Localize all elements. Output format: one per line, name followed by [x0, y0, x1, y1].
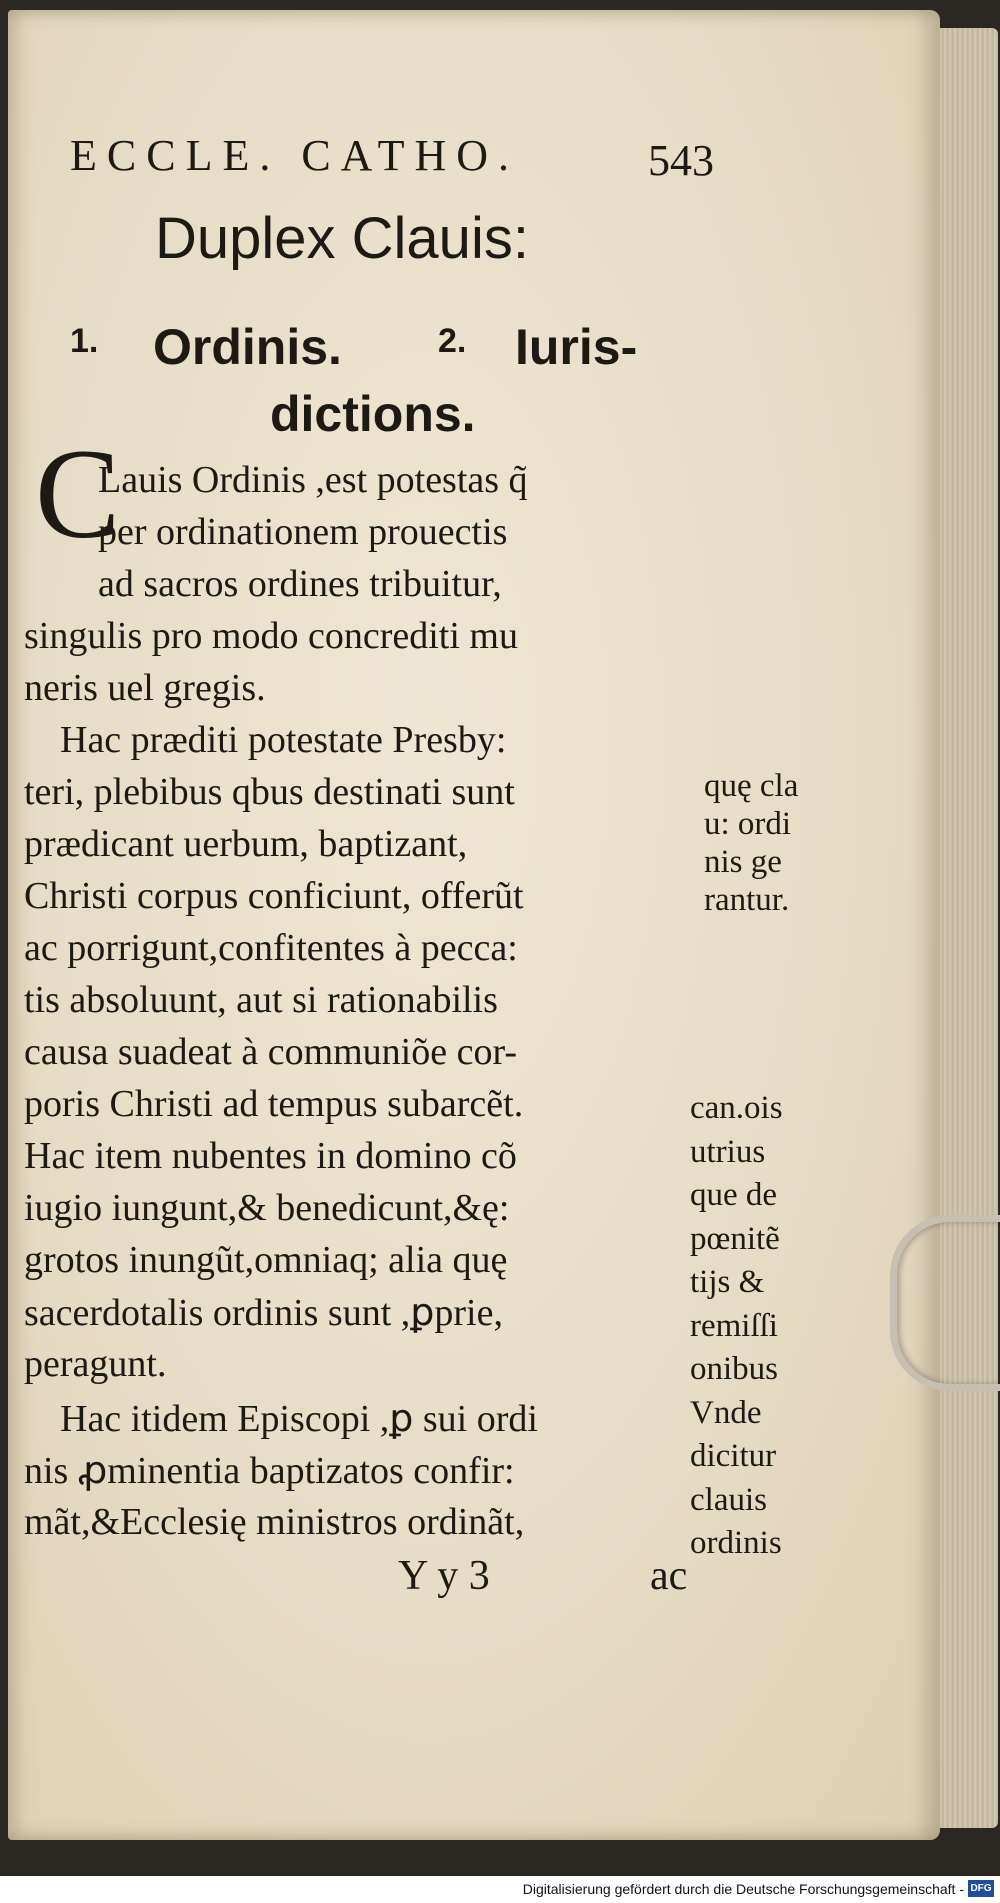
body-line: tis absoluunt, aut si rationabilis	[24, 979, 498, 1021]
margin-note-line: nis ge	[704, 844, 782, 880]
page-number: 543	[648, 136, 714, 185]
footer-credit: Digitalisierung gefördert durch die Deutsche Forschungsgemeinschaft -	[522, 1881, 964, 1897]
margin-note-line: pœnitẽ	[690, 1220, 780, 1257]
signature-mark: Y y 3	[398, 1553, 490, 1599]
margin-note-line: que de	[690, 1177, 778, 1213]
body-line: ac porrigunt,confitentes à pecca:	[24, 927, 518, 969]
body-line: Hac præditi potestate Presby:	[60, 719, 507, 761]
body-line: peragunt.	[24, 1343, 167, 1385]
margin-note-line: rantur.	[704, 882, 790, 918]
body-line: ad sacros ordines tribuitur,	[98, 563, 502, 605]
margin-note-line: quę cla	[704, 768, 799, 804]
body-line: prædicant uerbum, baptizant,	[24, 823, 468, 865]
margin-note-line: u: ordi	[704, 806, 792, 842]
margin-note-line: can.ois	[690, 1090, 783, 1126]
body-line: Hac item nubentes in domino cõ	[24, 1135, 517, 1177]
subtitle-dictions: dictions.	[270, 386, 476, 442]
body-line: singulis pro modo concrediti mu	[24, 615, 518, 657]
body-line: grotos inungũt,omniaq; alia quę	[24, 1239, 508, 1281]
catchword: ac	[650, 1553, 688, 1599]
body-line: neris uel gregis.	[24, 667, 266, 709]
body-line: teri, plebibus qbus destinati sunt	[24, 771, 515, 813]
drop-capital: C	[35, 423, 121, 565]
margin-note-line: dicitur	[690, 1438, 777, 1474]
margin-note-line: tijs &	[690, 1264, 765, 1300]
dfg-logo: DFG	[968, 1880, 994, 1897]
body-line: causa suadeat à communiõe cor-	[24, 1031, 518, 1073]
margin-note-line: ordinis	[690, 1525, 782, 1561]
margin-note-line: Vnde	[690, 1394, 762, 1431]
leather-page-tab	[890, 1215, 1000, 1391]
margin-note-line: utrius	[690, 1133, 766, 1170]
body-line: per ordinationem prouectis	[98, 511, 508, 553]
margin-note-line: remiſſi	[690, 1307, 778, 1344]
body-line: poris Christi ad tempus subarcẽt.	[24, 1083, 524, 1125]
body-line: sacerdotalis ordinis sunt ,ꝑprie,	[24, 1292, 503, 1334]
body-line: mãt,&Ecclesię ministros ordinãt,	[24, 1501, 525, 1543]
body-line: nis ꝓminentia baptizatos confir:	[24, 1450, 515, 1492]
body-line: Lauis Ordinis ,est potestas q̃	[98, 459, 528, 501]
body-line: iugio iungunt,& benedicunt,&ę:	[24, 1187, 510, 1229]
subtitle-iuris: Iuris-	[515, 319, 638, 375]
running-head: ECCLE. CATHO.	[70, 131, 519, 180]
margin-note-line: clauis	[690, 1481, 767, 1518]
subtitle-number-1: 1.	[70, 322, 99, 360]
section-title: Duplex Clauis:	[155, 206, 529, 271]
page-block-edge	[930, 28, 998, 1828]
subtitle-number-2: 2.	[438, 322, 467, 360]
body-line: Hac itidem Episcopi ,ꝑ sui ordi	[60, 1398, 538, 1440]
body-line: Christi corpus conficiunt, offerũt	[24, 875, 524, 917]
subtitle-ordinis: Ordinis.	[153, 319, 342, 375]
margin-note-line: onibus	[690, 1351, 779, 1387]
